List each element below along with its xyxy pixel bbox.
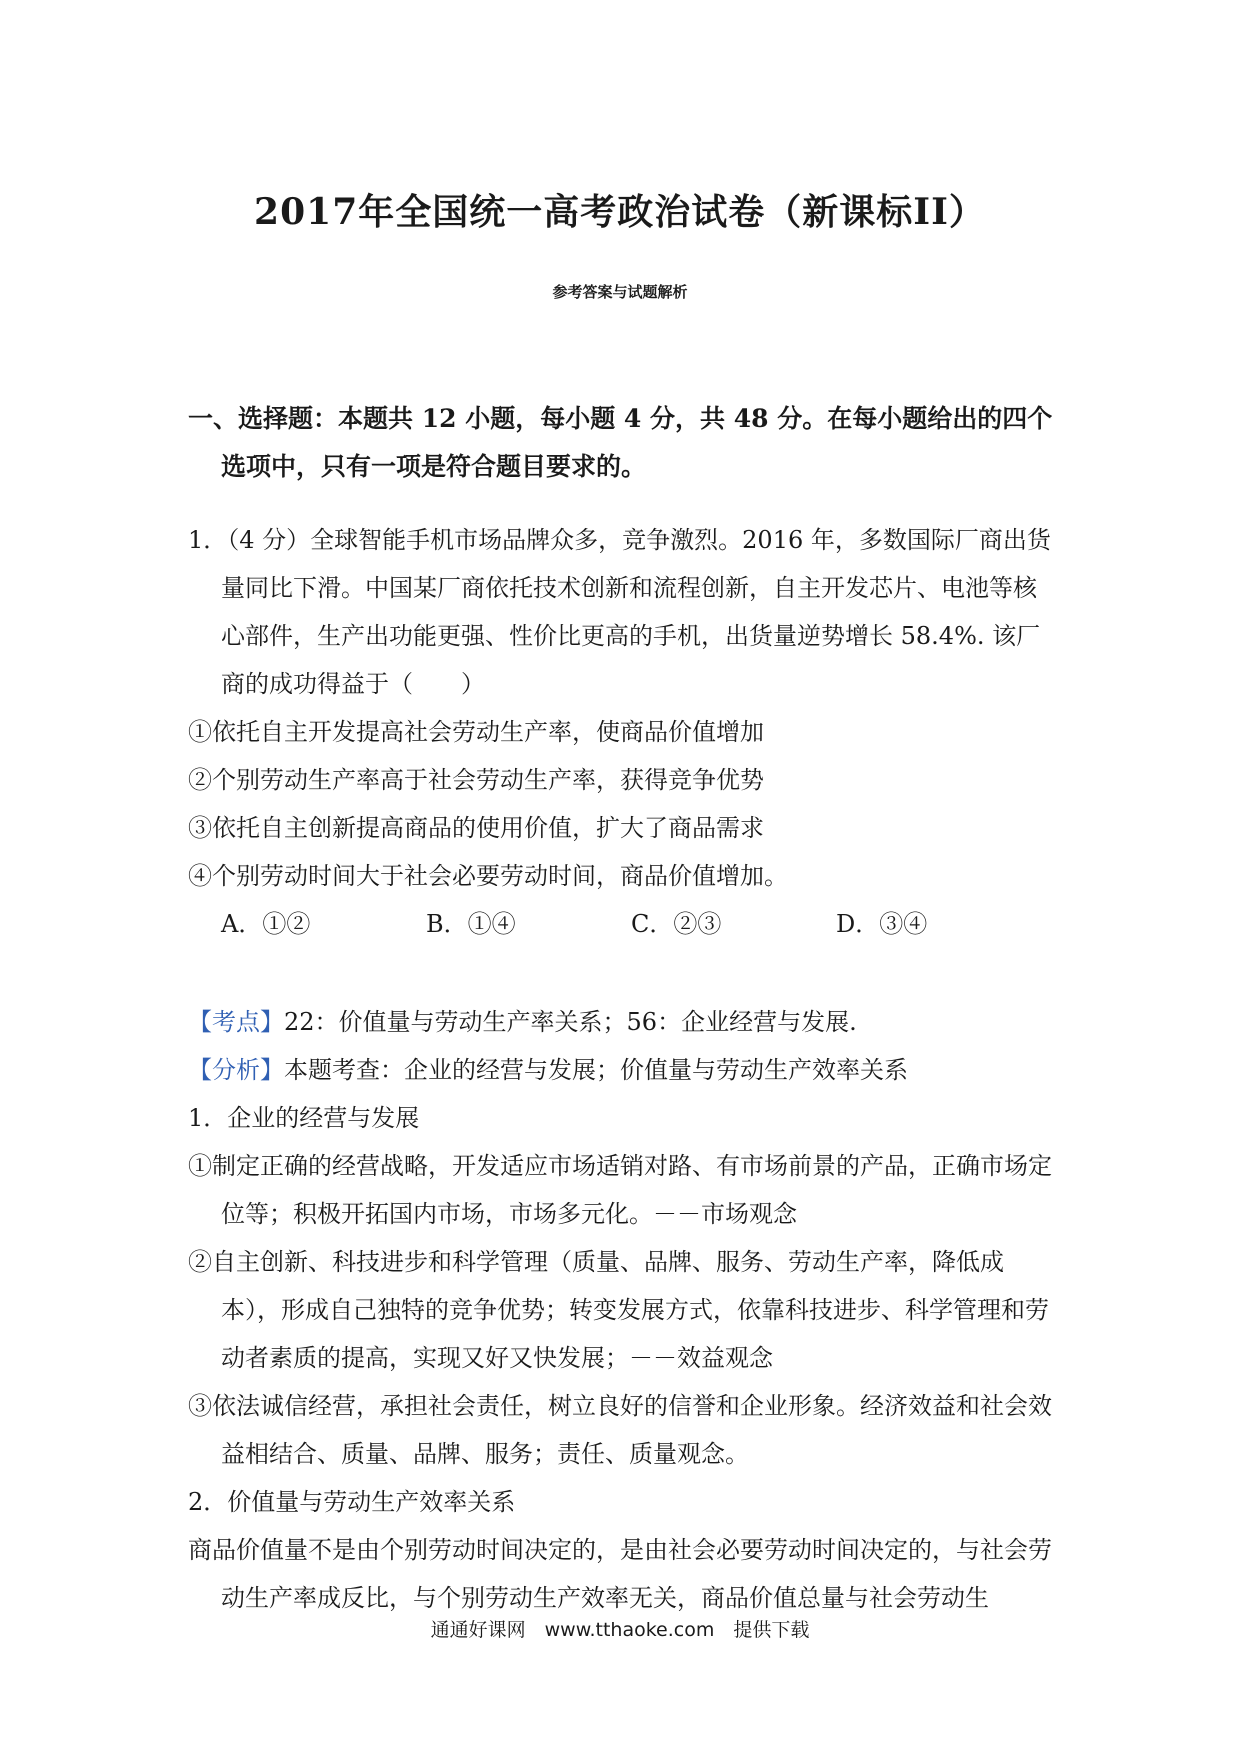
analysis-point-1: ①制定正确的经营战略，开发适应市场适销对路、有市场前景的产品，正确市场定位等；积极开拓国内市场，市场多元化。－－市场观念	[188, 1152, 1052, 1228]
analysis-paragraph: 商品价值量不是由个别劳动时间决定的，是由社会必要劳动时间决定的，与社会劳动生产率成反比，与个别劳动生产效率无关，商品价值总量与社会劳动生	[188, 1536, 1052, 1612]
fenxi-label: 【分析】	[188, 1056, 284, 1084]
document-title: 2017年全国统一高考政治试卷（新课标II）	[254, 191, 986, 233]
document-body	[188, 370, 1060, 1622]
fenxi-line	[188, 1046, 1060, 1094]
fenxi-text: 本题考查：企业的经营与发展；价值量与劳动生产效率关系	[284, 1056, 908, 1084]
statement-3: ③依托自主创新提高商品的使用价值，扩大了商品需求	[188, 814, 764, 842]
kaodian-label: 【考点】	[188, 1008, 284, 1036]
option-b: B．①④	[426, 910, 516, 938]
analysis-heading-1: 1．企业的经营与发展	[188, 1104, 420, 1132]
kaodian-text: 22：价值量与劳动生产率关系；56：企业经营与发展.	[284, 1008, 857, 1036]
analysis-point-2: ②自主创新、科技进步和科学管理（质量、品牌、服务、劳动生产率，降低成本），形成自己独特的竞争优势；转变发展方式，依靠科技进步、科学管理和劳动者素质的提高，实现又好又快发展；－－效益观念	[188, 1248, 1049, 1372]
statement-1: ①依托自主开发提高社会劳动生产率，使商品价值增加	[188, 718, 764, 746]
spacer	[188, 948, 1060, 998]
option-d: D．③④	[836, 910, 928, 938]
statement-2: ②个别劳动生产率高于社会劳动生产率，获得竞争优势	[188, 766, 764, 794]
statement-4: ④个别劳动时间大于社会必要劳动时间，商品价值增加。	[188, 862, 788, 890]
analysis-point-3: ③依法诚信经营，承担社会责任，树立良好的信誉和企业形象。经济效益和社会效益相结合、质量、品牌、服务；责任、质量观念。	[188, 1392, 1052, 1468]
section-header: 一、选择题：本题共 12 小题，每小题 4 分，共 48 分。在每小题给出的四个选项中，只有一项是符合题目要求的。	[188, 404, 1053, 481]
option-a: A．①②	[221, 910, 311, 938]
question-stem: 1．（4 分）全球智能手机市场品牌众多，竞争激烈。2016 年，多数国际厂商出货量同比下滑。中国某厂商依托技术创新和流程创新，自主开发芯片、电池等核心部件，生产出功能更强、性价比更高的手机，出货量逆势增长 58.4%. 该厂商的成功得益于（ ）	[188, 526, 1051, 698]
document-subtitle: 参考答案与试题解析	[552, 283, 688, 301]
page-footer: 通通好课网 www.tthaoke.com 提供下载	[430, 1619, 810, 1641]
answer-options	[188, 900, 1060, 948]
analysis-heading-2: 2．价值量与劳动生产效率关系	[188, 1488, 516, 1516]
option-c: C．②③	[631, 910, 722, 938]
kaodian-line	[188, 998, 1060, 1046]
